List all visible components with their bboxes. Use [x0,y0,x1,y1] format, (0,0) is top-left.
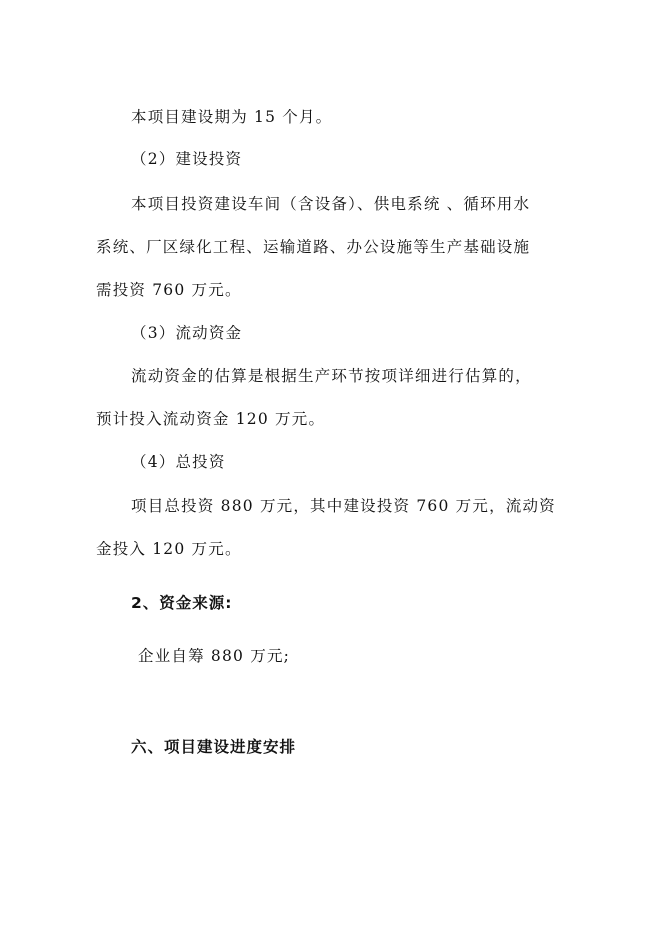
working-capital-line-1: 流动资金的估算是根据生产环节按项详细进行估算的， [131,367,532,385]
construction-period-text: 本项目建设期为 15 个月。 [131,108,333,126]
investment-paragraph-line-1: 本项目投资建设车间（含设备）、供电系统 、循环用水 [131,195,531,213]
funding-source-text: 企业自筹 880 万元; [138,647,291,665]
total-investment-line-1: 项目总投资 880 万元，其中建设投资 760 万元，流动资 [131,497,556,515]
subheading-construction-investment: （2）建设投资 [131,150,243,168]
investment-paragraph-line-2: 系统、厂区绿化工程、运输道路、办公设施等生产基础设施 [96,238,531,256]
total-investment-line-2: 金投入 120 万元。 [96,540,242,558]
section-heading-schedule: 六、项目建设进度安排 [131,738,297,756]
working-capital-line-2: 预计投入流动资金 120 万元。 [96,410,326,428]
subheading-total-investment: （4）总投资 [131,453,226,471]
subheading-working-capital: （3）流动资金 [131,324,243,342]
investment-paragraph-line-3: 需投资 760 万元。 [96,281,242,299]
section-heading-funding-source: 2、资金来源: [131,594,233,612]
